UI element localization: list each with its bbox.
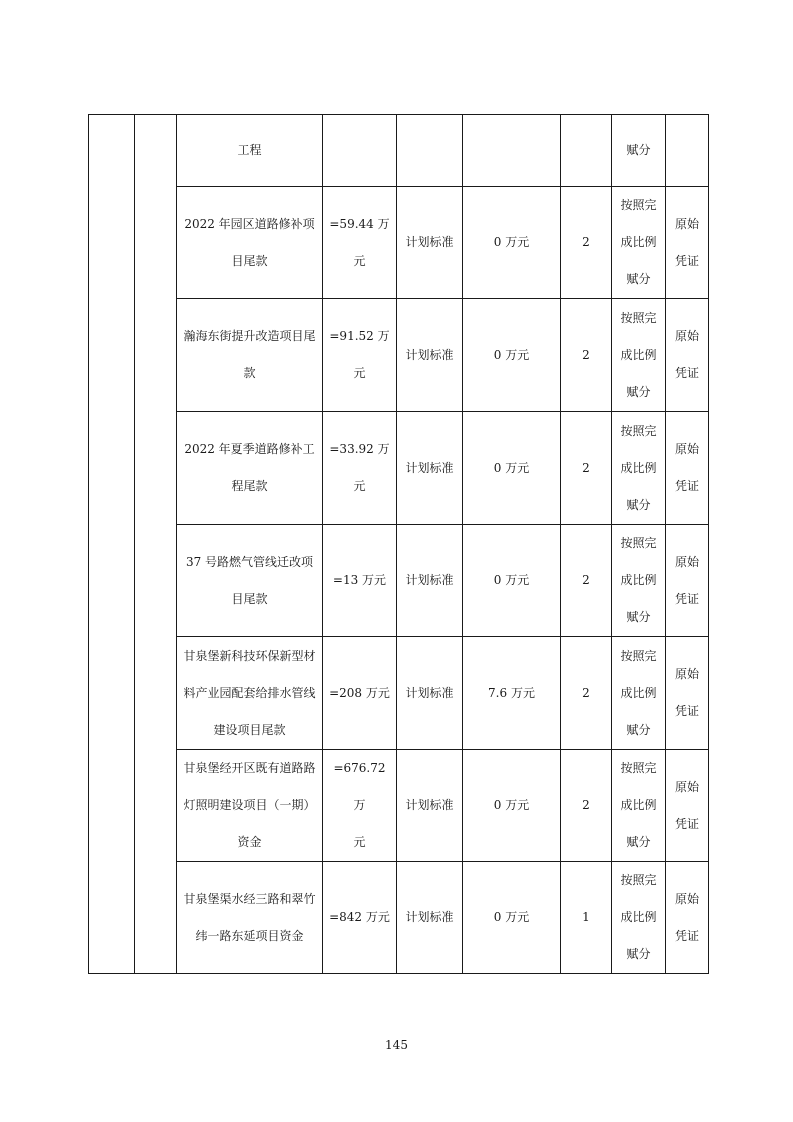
standard-cell: 计划标准 [397, 299, 463, 412]
amount-cell: =33.92 万 元 [323, 412, 397, 525]
actual-cell: 0 万元 [463, 412, 561, 525]
amount-cell: =91.52 万 元 [323, 299, 397, 412]
basis-cell: 原始 凭证 [666, 299, 709, 412]
category-cell-level1 [89, 115, 135, 974]
actual-cell: 0 万元 [463, 299, 561, 412]
weight-cell: 2 [561, 412, 612, 525]
standard-cell: 计划标准 [397, 862, 463, 974]
amount-cell: =842 万元 [323, 862, 397, 974]
score-rule-cell: 按照完 成比例 赋分 [612, 412, 666, 525]
weight-cell: 2 [561, 525, 612, 637]
table-row [89, 412, 709, 525]
weight-cell: 1 [561, 862, 612, 974]
actual-cell: 0 万元 [463, 750, 561, 862]
actual-cell [463, 115, 561, 187]
standard-cell [397, 115, 463, 187]
table-row [89, 299, 709, 412]
project-name-cell: 2022 年园区道路修补项 目尾款 [177, 187, 323, 299]
table-body [89, 115, 709, 974]
table-row [89, 187, 709, 299]
standard-cell: 计划标准 [397, 750, 463, 862]
weight-cell: 2 [561, 750, 612, 862]
table-row [89, 115, 709, 187]
project-name-cell: 2022 年夏季道路修补工 程尾款 [177, 412, 323, 525]
basis-cell: 原始 凭证 [666, 862, 709, 974]
score-rule-cell: 按照完 成比例 赋分 [612, 750, 666, 862]
basis-cell: 原始 凭证 [666, 525, 709, 637]
amount-cell: =59.44 万 元 [323, 187, 397, 299]
project-name-cell: 甘泉堡渠水经三路和翠竹 纬一路东延项目资金 [177, 862, 323, 974]
score-rule-cell: 按照完 成比例 赋分 [612, 637, 666, 750]
amount-cell: =13 万元 [323, 525, 397, 637]
table-row [89, 750, 709, 862]
score-rule-cell: 按照完 成比例 赋分 [612, 862, 666, 974]
score-rule-cell: 按照完 成比例 赋分 [612, 299, 666, 412]
actual-cell: 7.6 万元 [463, 637, 561, 750]
score-rule-cell: 按照完 成比例 赋分 [612, 187, 666, 299]
score-rule-cell: 赋分 [612, 115, 666, 187]
weight-cell: 2 [561, 637, 612, 750]
amount-cell [323, 115, 397, 187]
amount-cell: =676.72 万 元 [323, 750, 397, 862]
project-name-cell: 甘泉堡经开区既有道路路 灯照明建设项目（一期） 资金 [177, 750, 323, 862]
category-cell-level2 [135, 115, 177, 974]
weight-cell: 2 [561, 299, 612, 412]
basis-cell: 原始 凭证 [666, 750, 709, 862]
actual-cell: 0 万元 [463, 525, 561, 637]
actual-cell: 0 万元 [463, 862, 561, 974]
basis-cell: 原始 凭证 [666, 412, 709, 525]
table-row [89, 862, 709, 974]
standard-cell: 计划标准 [397, 525, 463, 637]
weight-cell [561, 115, 612, 187]
basis-cell [666, 115, 709, 187]
project-name-cell: 工程 [177, 115, 323, 187]
weight-cell: 2 [561, 187, 612, 299]
basis-cell: 原始 凭证 [666, 187, 709, 299]
page-number: 145 [385, 1038, 408, 1052]
table-row [89, 525, 709, 637]
actual-cell: 0 万元 [463, 187, 561, 299]
standard-cell: 计划标准 [397, 187, 463, 299]
project-name-cell: 瀚海东街提升改造项目尾 款 [177, 299, 323, 412]
indicator-table [88, 114, 709, 974]
basis-cell: 原始 凭证 [666, 637, 709, 750]
project-name-cell: 37 号路燃气管线迁改项 目尾款 [177, 525, 323, 637]
standard-cell: 计划标准 [397, 412, 463, 525]
standard-cell: 计划标准 [397, 637, 463, 750]
amount-cell: =208 万元 [323, 637, 397, 750]
table-row [89, 637, 709, 750]
project-name-cell: 甘泉堡新科技环保新型材 料产业园配套给排水管线 建设项目尾款 [177, 637, 323, 750]
score-rule-cell: 按照完 成比例 赋分 [612, 525, 666, 637]
